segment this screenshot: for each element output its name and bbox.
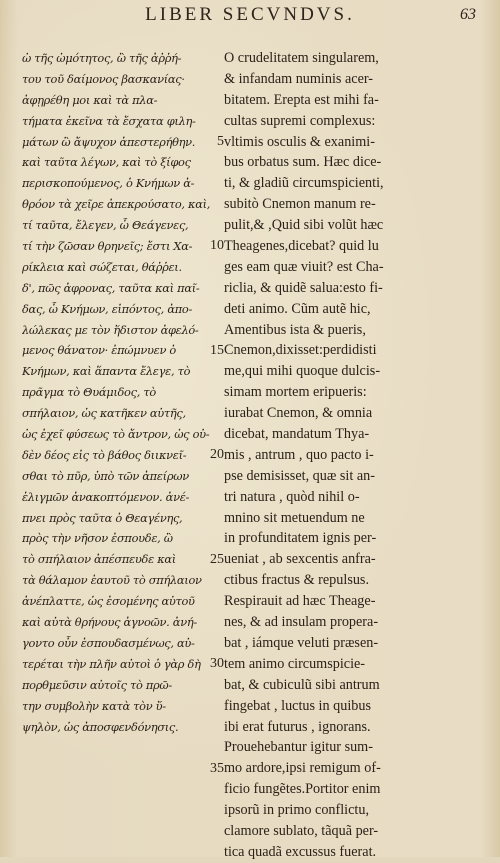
latin-text-line: subitò Cnemon manum re-	[224, 196, 376, 213]
latin-text-line: bus orbatus sum. Hæc dice-	[224, 154, 382, 171]
latin-text-line: bitatem. Erepta est mihi fa-	[224, 91, 379, 108]
greek-text-line: την συμβολὴν κατὰ τὸν ὕ-	[22, 698, 166, 713]
latin-text-line: nes, & ad insulam propera-	[224, 614, 379, 631]
greek-text-line: του τοῦ δαίμονος βασκανίας·	[22, 71, 185, 86]
latin-text-line: in profunditatem ignis per-	[224, 530, 377, 547]
latin-text-line: Theagenes,dicebat? quid lu	[224, 238, 379, 255]
latin-text-line: tem animo circumspicie-	[224, 655, 366, 672]
greek-text-line: τήματα ἐκεῖνα τὰ ἔσχατα φιλη-	[22, 113, 196, 128]
latin-text-line: dicebat, mandatum Thya-	[224, 426, 370, 443]
greek-text-column	[22, 48, 212, 737]
latin-text-line: ficio fungẽtes.Portitor enim	[224, 781, 381, 798]
greek-text-line: ὡς ἐχεῖ φύσεως τὸ ἄντρον, ὡς οὐ-	[22, 427, 210, 442]
latin-text-line: me,qui mihi quoque dulcis-	[224, 363, 381, 380]
greek-text-line: ἀνέπλαττε, ὡς ἐσομένης αὐτοῦ	[22, 594, 195, 609]
page-number: 63	[460, 6, 476, 23]
latin-text-line: mis , antrum , quo pacto i-	[224, 446, 374, 463]
greek-text-line: τί ταῦτα, ἔλεγεν, ὦ Θεάγενες,	[22, 218, 189, 233]
latin-text-line: clamore sublato, tãquã per-	[224, 822, 379, 839]
latin-text-line: Prouehebantur igitur sum-	[224, 739, 373, 756]
latin-text-line: fingebat , luctus in quibus	[224, 697, 371, 714]
latin-text-line: bat, & cubiculũ sibi antrum	[224, 676, 380, 693]
greek-text-line: σθαι τὸ πῦρ, ὑπὸ τῶν ἀπείρων	[22, 468, 189, 483]
latin-text-line: ctibus fractus & repulsus.	[224, 572, 369, 589]
greek-text-line: τὸ σπήλαιον ἀπέσπευδε καὶ	[22, 552, 176, 567]
greek-text-line: δὲν δέος εἰς τὸ βάθος διικνεῖ-	[22, 447, 187, 462]
line-number-marker: 10	[210, 238, 224, 254]
latin-text-line: pulit,& ,Quid sibi volũt hæc	[224, 217, 384, 234]
line-number-marker: 35	[210, 760, 224, 776]
latin-text-line: O crudelitatem singularem,	[224, 50, 379, 66]
greek-text-line: ἑλιγμῶν ἀνακοπτόμενον. ἀνέ-	[22, 489, 190, 504]
greek-text-line: δας, ὦ Κνήμων, εἰπόντος, ἀπο-	[22, 301, 193, 316]
latin-text-line: ibi erat futurus , ignorans.	[224, 718, 371, 735]
latin-text-line: riclia, & quidẽ salua:esto fi-	[224, 279, 383, 296]
greek-text-line: θρόον τὰ χεῖρε ἀπεκρούσατο, καὶ,	[22, 197, 211, 212]
latin-text-line: cultas supremi complexus:	[224, 112, 376, 129]
latin-text-line: simam mortem eripueris:	[224, 384, 367, 401]
line-number-marker: 20	[210, 447, 224, 463]
latin-text-line: bat , iámque veluti præsen-	[224, 634, 379, 651]
greek-text-line: ἀφῃρέθη μοι καὶ τὰ πλα-	[22, 92, 158, 107]
latin-text-column	[224, 48, 474, 863]
latin-text-line: deti animo. Cũm autẽ hic,	[224, 300, 371, 317]
greek-text-line: τὰ θάλαμον ἑαυτοῦ τὸ σπήλαιον	[22, 573, 202, 588]
greek-text-line: πνει πρὸς ταῦτα ὁ Θεαγένης,	[22, 510, 183, 525]
latin-text-line: tri natura , quòd nihil o-	[224, 488, 360, 505]
latin-text-line: & infandam numinis acer-	[224, 70, 374, 87]
greek-text-line: τερέται τὴν πλῆν αὐτοὶ ὁ γὰρ δὴ	[22, 656, 201, 671]
greek-text-line: πρᾶγμα τὸ Θυάμιδος, τὸ	[22, 385, 156, 400]
line-number-marker: 5	[217, 133, 224, 149]
latin-text-line: Respirauit ad hæc Theage-	[224, 593, 376, 610]
greek-text-line: σπήλαιον, ὡς κατῆκεν αὐτῆς,	[22, 406, 186, 421]
latin-text-line: ipsorũ in primo conflictu,	[224, 802, 370, 819]
running-title: LIBER SECVNDVS.	[145, 4, 355, 25]
latin-text-line: Amentibus ista & pueris,	[224, 321, 366, 338]
latin-text-line: vltimis osculis & exanimi-	[224, 133, 375, 150]
greek-text-line: πορθμεῦσιν αὐτοῖς τὸ πρῶ-	[22, 677, 172, 692]
greek-text-line: καὶ αὐτὰ θρήνους ἀγνοῶν. ἀνή-	[22, 615, 197, 630]
latin-text-line: ueniat , ab sexcentis anfra-	[224, 551, 376, 568]
latin-text-line: mo ardore,ipsi remigum of-	[224, 760, 381, 777]
greek-text-line: λώλεκας με τὸν ἥδιστον ἀφελό-	[22, 322, 199, 337]
running-head	[0, 2, 500, 26]
greek-text-line: Κνήμων, καὶ ἅπαντα ἔλεγε, τὸ	[22, 364, 191, 379]
greek-text-line: μάτων ὢ ἄψυχον ἀπεστερήθην.	[22, 134, 196, 149]
greek-text-line: ψηλὸν, ὡς ἀποσφενδόνησις.	[22, 719, 179, 734]
greek-text-line: δ', πῶς ἀφρονας, ταῦτα καὶ παῖ-	[22, 280, 200, 295]
greek-text-line: ρίκλεια καὶ σώζεται, θάῤῥει.	[22, 259, 182, 274]
greek-text-line: ὠ τῆς ὠμότητος, ὢ τῆς ἀῤῥή-	[22, 51, 182, 65]
latin-text-line: Cnemon,dixisset:perdidisti	[224, 342, 377, 359]
greek-text-line: γοντο οὖν ἐσπουδασμένως, αὐ-	[22, 635, 195, 650]
greek-text-line: τί τὴν ζῶσαν θρηνεῖς; ἔστι Χα-	[22, 239, 193, 254]
greek-text-line: μενος θάνατον· ἐπώμνυεν ὁ	[22, 343, 176, 358]
line-number-marker: 30	[210, 656, 224, 672]
greek-text-line: πρὸς τὴν νῆσον ἐσπουδε, ὢ	[22, 531, 173, 546]
latin-text-line: iurabat Cnemon, & omnia	[224, 405, 373, 422]
latin-text-line: ti, & gladiũ circumspicienti,	[224, 175, 384, 192]
latin-text-line: tica quadã excussus fuerat.	[224, 843, 377, 860]
greek-text-line: καὶ ταῦτα λέγων, καὶ τὸ ξίφος	[22, 155, 191, 170]
line-number-marker: 15	[210, 342, 224, 358]
line-number-marker: 25	[210, 551, 224, 567]
latin-text-line: mnino sit metuendum ne	[224, 509, 365, 526]
greek-text-line: περισκοπούμενος, ὁ Κνήμων ἀ-	[22, 176, 195, 191]
latin-text-line: ges eam quæ viuit? est Cha-	[224, 258, 384, 275]
latin-text-line: pse demisisset, quæ sit an-	[224, 467, 375, 484]
